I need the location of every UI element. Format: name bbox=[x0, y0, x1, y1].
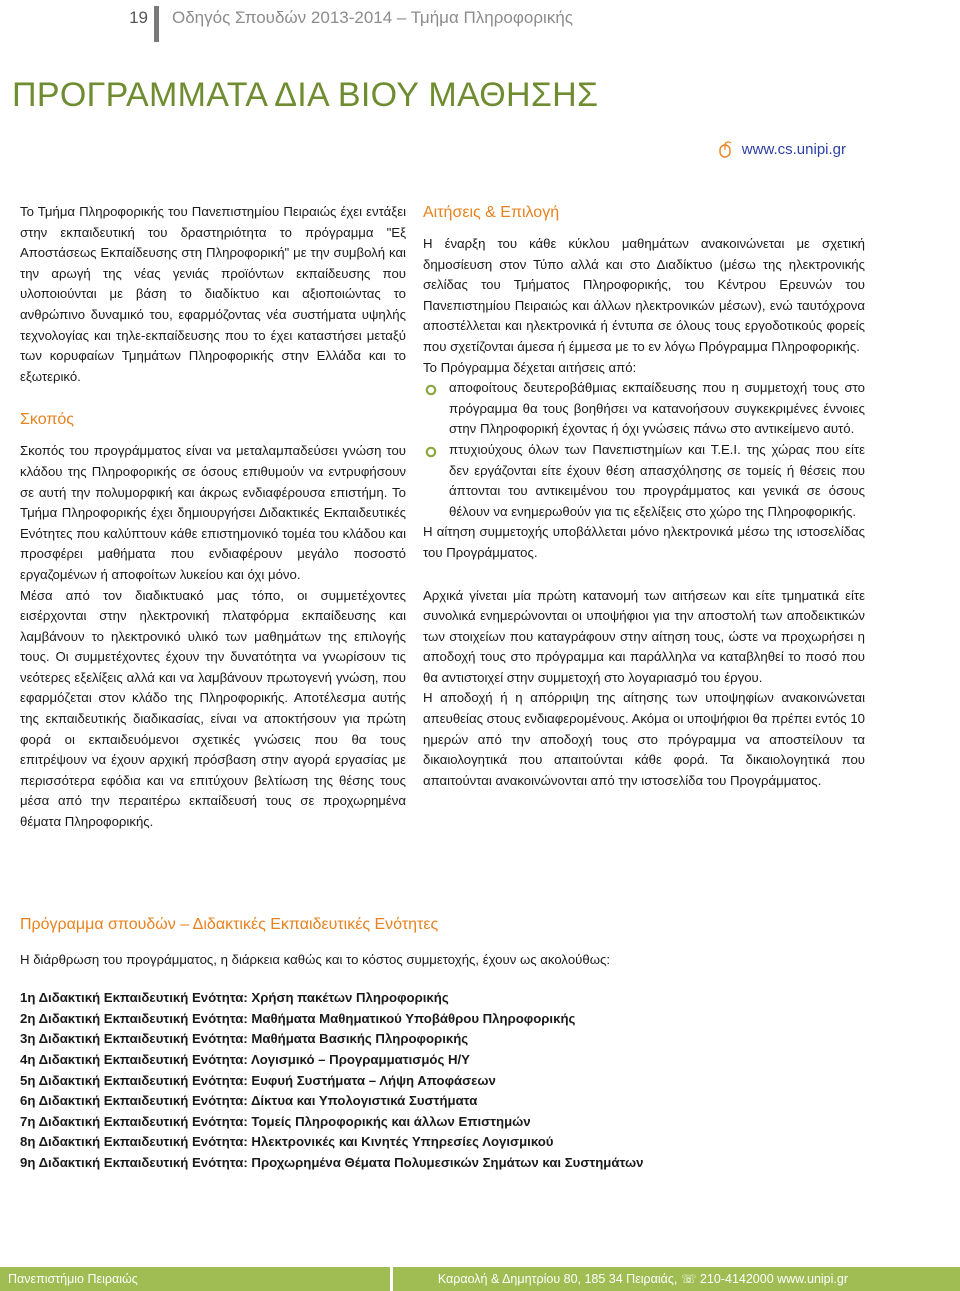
eligibility-list bbox=[423, 378, 865, 522]
list-item: 2η Διδακτική Εκπαιδευτική Ενότητα: Μαθήματα Μαθηματικού Υποβάθρου Πληροφορικής bbox=[20, 1010, 576, 1026]
list-item: 7η Διδακτική Εκπαιδευτική Ενότητα: Τομείς Πληροφορικής και άλλων Επιστημών bbox=[20, 1113, 531, 1129]
website-link[interactable] bbox=[716, 140, 846, 158]
scope-paragraph-1: Σκοπός του προγράμματος είναι να μεταλαμπαδεύσει γνώση του κλάδου της Πληροφορικής σε όσους επιθυμούν να εντρυφήσουν σε αυτή την πολυμορφική και άκρως ενδιαφέρουσα επιστήμη. Το Τμήμα Πληροφορικής έχει δημιουργήσει Διδακτικές Εκπαιδευτικές Ενότητες που καλύπτουν κάθε επιστημονικό τομέα του κλάδου και προσφέρει μαθήματα που ενδιαφέρουν μεγάλο ποσοστό εργαζομένων ή αποφοίτων λυκείου και όχι μόνο. bbox=[20, 443, 406, 582]
right-column bbox=[423, 202, 865, 791]
list-item bbox=[423, 440, 865, 522]
scope-paragraph-2: Μέσα από τον διαδικτυακό μας τόπο, οι συμμετέχοντες εισέρχονται στην ηλεκτρονική πλατφόρμα εκπαίδευσης και λαμβάνουν το ηλεκτρονικό υλικό των μαθημάτων της επιλογής τους. Οι συμμετέχοντες έχουν την δυνατότητα να γνωρίσουν τις νεότερες εξελίξεις αλλά και να λαμβάνουν πρωτογενή γνώση, που εφαρμόζεται στον κλάδο της Πληροφορικής. Αποτέλεσμα αυτής της εκπαιδευτικής διαδικασίας, είναι να αποκτήσουν για πρώτη φορά οι εκπαιδευόμενοι σχετικές γνώσεις που θα τους επιτρέψουν να έχουν αρχική πρόσβαση στην αγορά εργασίας με περισσότερα εφόδια και να επιτύχουν βελτίωση της θέσης τους μέσα από την περαιτέρω εκπαίδευσή τους σε προχωρημένα θέματα Πληροφορικής. bbox=[20, 587, 406, 830]
page-number: 19 bbox=[129, 8, 148, 27]
applications-paragraph-3: Η αίτηση συμμετοχής υποβάλλεται μόνο ηλεκτρονικά μέσω της ιστοσελίδας του Προγράμματος. bbox=[423, 524, 865, 560]
list-item-text: αποφοίτους δευτεροβάθμιας εκπαίδευσης που η συμμετοχή τους στο πρόγραμμα θα τους βοηθήσει να κατανοήσουν συγκεκριμένες έννοιες στην Πληροφορική έχοντας ή όχι γνώσεις πάνω στο αντικείμενο αυτό. bbox=[449, 380, 865, 437]
bullet-icon bbox=[425, 444, 437, 456]
units-list bbox=[20, 988, 880, 1173]
mouse-icon bbox=[716, 140, 736, 158]
scope-heading: Σκοπός bbox=[20, 411, 75, 429]
bullet-icon bbox=[425, 382, 437, 394]
list-item: 9η Διδακτική Εκπαιδευτική Ενότητα: Προχωρημένα Θέματα Πολυμεσικών Σημάτων και Συστημάτων bbox=[20, 1154, 644, 1170]
list-item bbox=[423, 378, 865, 440]
applications-paragraph-4: Αρχικά γίνεται μία πρώτη κατανομή των αιτήσεων και είτε τμηματικά είτε συνολικά ενημερώνονται οι υποψήφιοι για την αποστολή των αποδεικτικών των στοιχείων που καταγράφουν στην αίτηση τους, ώστε να προχωρήσει η αποδοχή τους στο πρόγραμμα και παράλληλα να καταβληθεί το ποσό που θα αντιστοιχεί στην συμμετοχή στο λογαριασμό του έργου. bbox=[423, 587, 865, 685]
footer-university: Πανεπιστήμιο Πειραιώς bbox=[0, 1267, 393, 1291]
intro-paragraph: Το Τμήμα Πληροφορικής του Πανεπιστημίου Πειραιώς έχει εντάξει στην εκπαιδευτική του δραστηριότητα το πρόγραμμα "Εξ Αποστάσεως Εκπαίδευσης στη Πληροφορική" με την συμβολή και την αρωγή της νέας γενιάς προϊόντων εκπαίδευσης που υλοποιούνται με βάση το διαδίκτυο και αξιοποιώντας το ανθρώπινο δυναμικό του, εφαρμόζοντας νέα συστήματα υψηλής τεχνολογίας και τηλε-εκπαίδευσης που το έχει καταστήσει μεταξύ των κορυφαίων Τμημάτων Πληροφορικής στην Ελλάδα και το εξωτερικό. bbox=[20, 204, 406, 384]
program-intro: Η διάρθρωση του προγράμματος, η διάρκεια καθώς και το κόστος συμμετοχής, έχουν ως ακολούθως: bbox=[20, 951, 611, 967]
footer-address: Καραολή & Δημητρίου 80, 185 34 Πειραιάς, ☏ 210-4142000 www.unipi.gr bbox=[393, 1267, 960, 1291]
header-divider bbox=[154, 6, 159, 42]
list-item: 8η Διδακτική Εκπαιδευτική Ενότητα: Ηλεκτρονικές και Κινητές Υπηρεσίες Λογισμικού bbox=[20, 1134, 554, 1150]
program-heading: Πρόγραμμα σπουδών – Διδακτικές Εκπαιδευτικές Ενότητες bbox=[20, 916, 439, 933]
list-item: 3η Διδακτική Εκπαιδευτική Ενότητα: Μαθήματα Βασικής Πληροφορικής bbox=[20, 1031, 469, 1047]
page-title: ΠΡΟΓΡΑΜΜΑΤΑ ΔΙΑ ΒΙΟΥ ΜΑΘΗΣΗΣ bbox=[12, 76, 599, 114]
page-footer bbox=[0, 1267, 960, 1291]
applications-paragraph-1: Η έναρξη του κάθε κύκλου μαθημάτων ανακοινώνεται με σχετική δημοσίευση στον Τύπο αλλά και στο Διαδίκτυο (μέσω της ηλεκτρονικής σελίδας του Τμήματος Πληροφορικής, του Κέντρου Ερευνών του Πανεπιστημίου Πειραιώς και άλλων ηλεκτρονικών μέσων), ενώ ταυτόχρονα αποστέλλεται και ηλεκτρονικά ή έντυπα σε όλους τους εργοδοτικούς φορείς που σχετίζονται άμεσα ή έμμεσα με το εν λόγω Πρόγραμμα Πληροφορικής. bbox=[423, 236, 865, 354]
website-link-text[interactable]: www.cs.unipi.gr bbox=[741, 140, 846, 158]
left-column bbox=[20, 202, 406, 833]
list-item: 6η Διδακτική Εκπαιδευτική Ενότητα: Δίκτυα και Υπολογιστικά Συστήματα bbox=[20, 1093, 478, 1109]
list-item: 4η Διδακτική Εκπαιδευτική Ενότητα: Λογισμικό – Προγραμματισμός Η/Υ bbox=[20, 1051, 470, 1067]
running-header-title: Οδηγός Σπουδών 2013-2014 – Τμήμα Πληροφορικής bbox=[172, 8, 573, 27]
program-section bbox=[20, 915, 880, 1174]
applications-paragraph-5: Η αποδοχή ή η απόρριψη της αίτησης των υποψηφίων ανακοινώνεται απευθείας στους ενδιαφερομένους. Ακόμα οι υποψήφιοι θα πρέπει εντός 10 ημερών από την αποδοχή τους στο πρόγραμμα να αποστείλουν τα δικαιολογητικά που απαιτούνται κάθε φορά. Τα δικαιολογητικά που απαιτούνται ανακοινώνονται από την ιστοσελίδα του Προγράμματος. bbox=[423, 690, 865, 788]
list-item-text: πτυχιούχους όλων των Πανεπιστημίων και Τ.Ε.Ι. της χώρας που είτε δεν εργάζονται είτε έχουν θέση απασχόλησης σε τομείς ή θέσεις που άπτονται του αντικειμένου του προγράμματος και γενικά σε όσους θέλουν να ενημερωθούν για τις εξελίξεις στο χώρο της Πληροφορικής. bbox=[449, 441, 865, 519]
applications-paragraph-2: Το Πρόγραμμα δέχεται αιτήσεις από: bbox=[423, 359, 637, 375]
list-item: 5η Διδακτική Εκπαιδευτική Ενότητα: Ευφυή Συστήματα – Λήψη Αποφάσεων bbox=[20, 1072, 496, 1088]
list-item: 1η Διδακτική Εκπαιδευτική Ενότητα: Χρήση πακέτων Πληροφορικής bbox=[20, 990, 449, 1006]
applications-heading: Αιτήσεις & Επιλογή bbox=[423, 204, 560, 221]
